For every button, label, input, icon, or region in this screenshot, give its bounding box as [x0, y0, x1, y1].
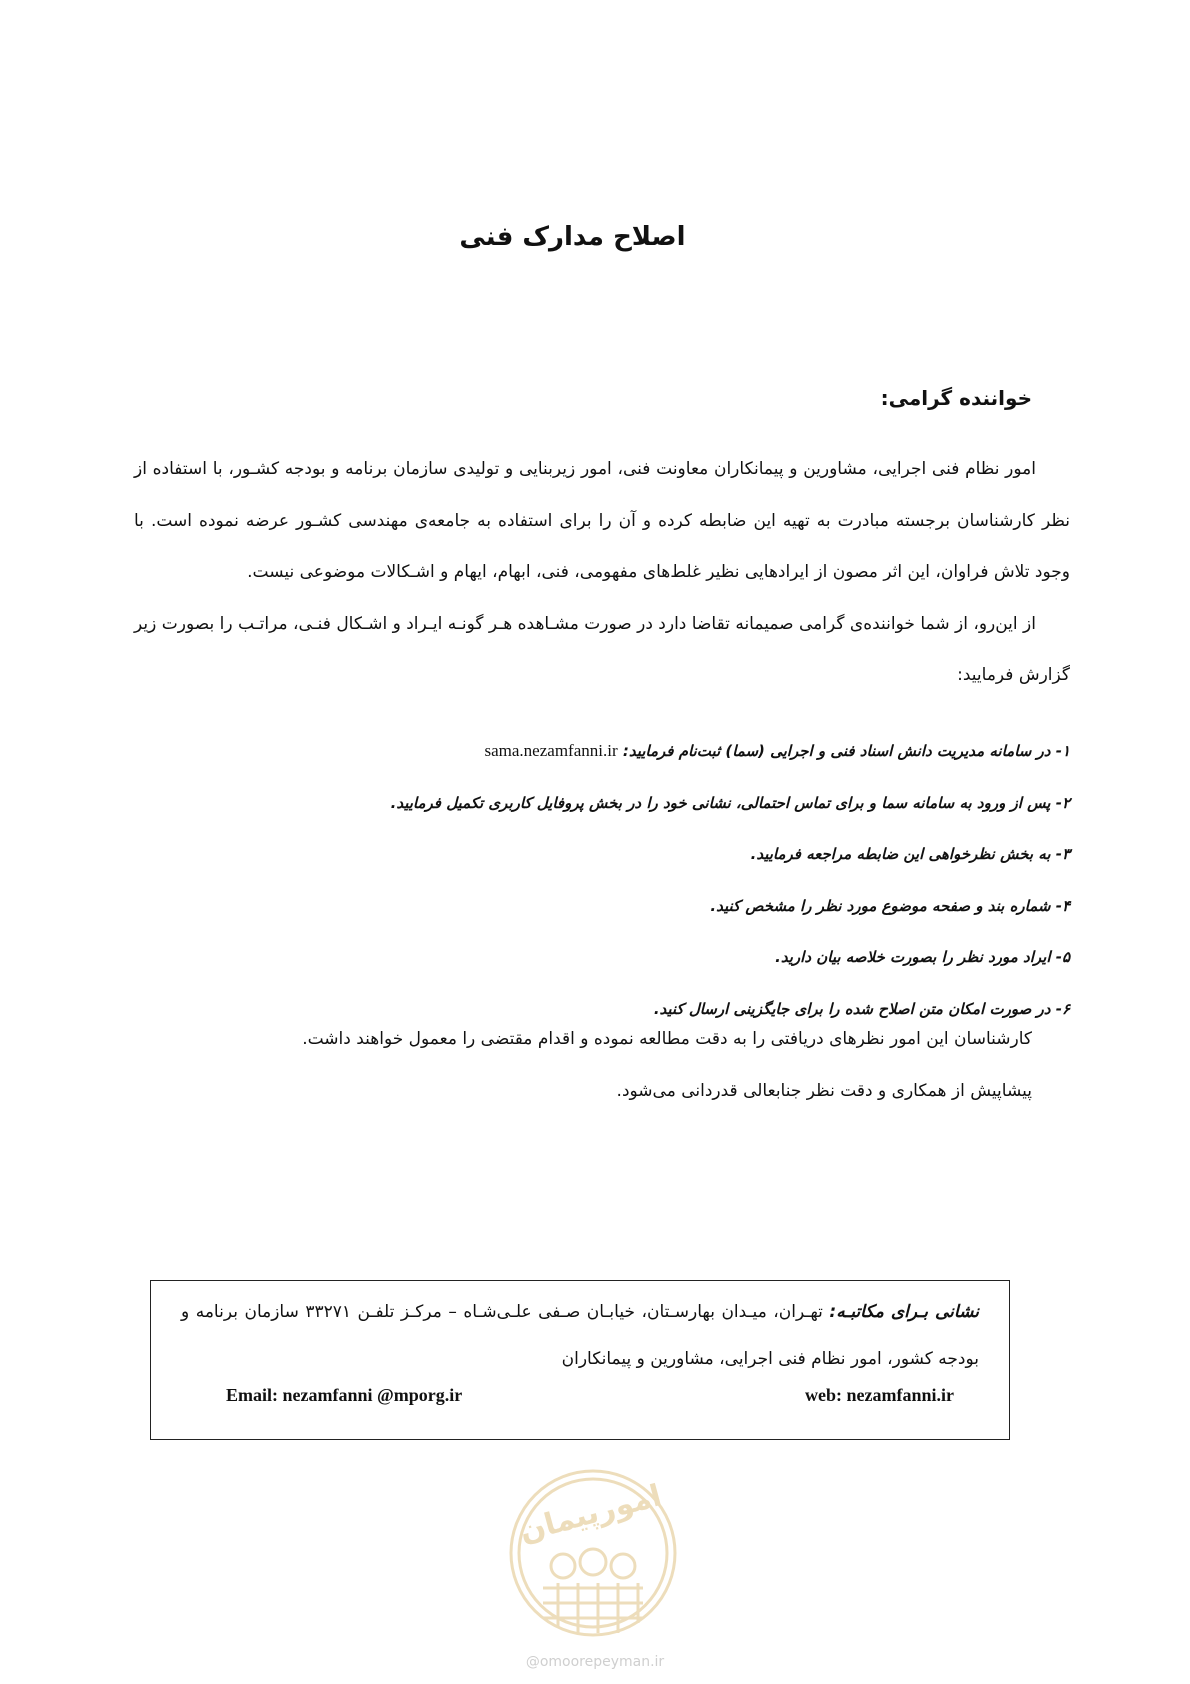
step-text: ۱- در سامانه مدیریت دانش اسناد فنی و اجرایی (سما) ثبت‌نام فرمایید: [622, 742, 1070, 760]
sama-link[interactable]: sama.nezamfanni.ir [484, 741, 618, 760]
closing-line-2: پیشاپیش از همکاری و دقت نظر جنابعالی قدردانی می‌شود. [616, 1080, 1032, 1101]
page-title: اصلاح مدارک فنی [459, 222, 686, 252]
watermark-caption: @omoorepeyman.ir [525, 1654, 665, 1670]
step-item-2: ۲- پس از ورود به سامانه سما و برای تماس احتمالی، نشانی خود را در بخش پروفایل کاربری تکمیل فرمایید. [390, 793, 1070, 812]
step-item-4: ۴- شماره بند و صفحه موضوع مورد نظر را مشخص کنید. [710, 896, 1070, 915]
watermark-logo-text: امورپیمان [515, 1478, 666, 1550]
intro-text [134, 444, 1070, 702]
address-body: تهـران، میـدان بهارسـتان، خیابـان صـفی علـی‌شـاه – مرکـز تلفـن ۳۳۲۷۱ سازمان برنامه و بودجه کشور، امور نظام فنی اجرایی، مشاورین و پیمانکاران [181, 1302, 979, 1369]
intro-paragraph: امور نظام فنی اجرایی، مشاورین و پیمانکاران معاونت فنی، امور زیربنایی و تولیدی سازمان برنامه و بودجه کشـور، با استفاده از نظر کارشناسان برجسته مبادرت به تهیه این ضابطه کرده و آن را برای استفاده به جامعه‌ی مهندسی کشـور عرضه نموده است. با وجود تلاش فراوان، این اثر مصون از ایرادهایی نظیر غلط‌های مفهومی، فنی، ابهام، ایهام و اشـکالات موضوعی نیست. [134, 459, 1070, 582]
closing-line-1: کارشناسان این امور نظرهای دریافتی را به دقت مطالعه نموده و اقدام مقتضی را معمول خواهند داشت. [302, 1029, 1032, 1049]
step-item-1 [134, 735, 1070, 787]
address-label: نشانی بـرای مکاتبـه: [829, 1302, 979, 1322]
web-text[interactable]: web: nezamfanni.ir [805, 1385, 954, 1405]
step-item-5: ۵- ایراد مورد نظر را بصورت خلاصه بیان دارید. [775, 948, 1070, 966]
email-text[interactable]: Email: nezamfanni @mporg.ir [226, 1385, 463, 1405]
steps-list [134, 735, 1070, 1044]
contact-row [181, 1383, 979, 1406]
request-paragraph: از این‌رو، از شما خواننده‌ی گرامی صمیمانه تقاضا دارد در صورت مشـاهده هـر گونـه ایـراد و اشـکال فنـی، مراتـب را بصورت زیر گزارش فرمایید: [134, 613, 1070, 685]
step-item-6: ۶- در صورت امکان متن اصلاح شده را برای جایگزینی ارسال کنید. [653, 999, 1070, 1018]
address-box [150, 1280, 1010, 1440]
address-text [181, 1289, 979, 1383]
closing-text [302, 1014, 1032, 1117]
greeting-heading: خواننده گرامی: [880, 386, 1032, 410]
publisher-logo-watermark [503, 1448, 683, 1658]
step-item-3: ۳- به بخش نظرخواهی این ضابطه مراجعه فرمایید. [750, 845, 1070, 863]
